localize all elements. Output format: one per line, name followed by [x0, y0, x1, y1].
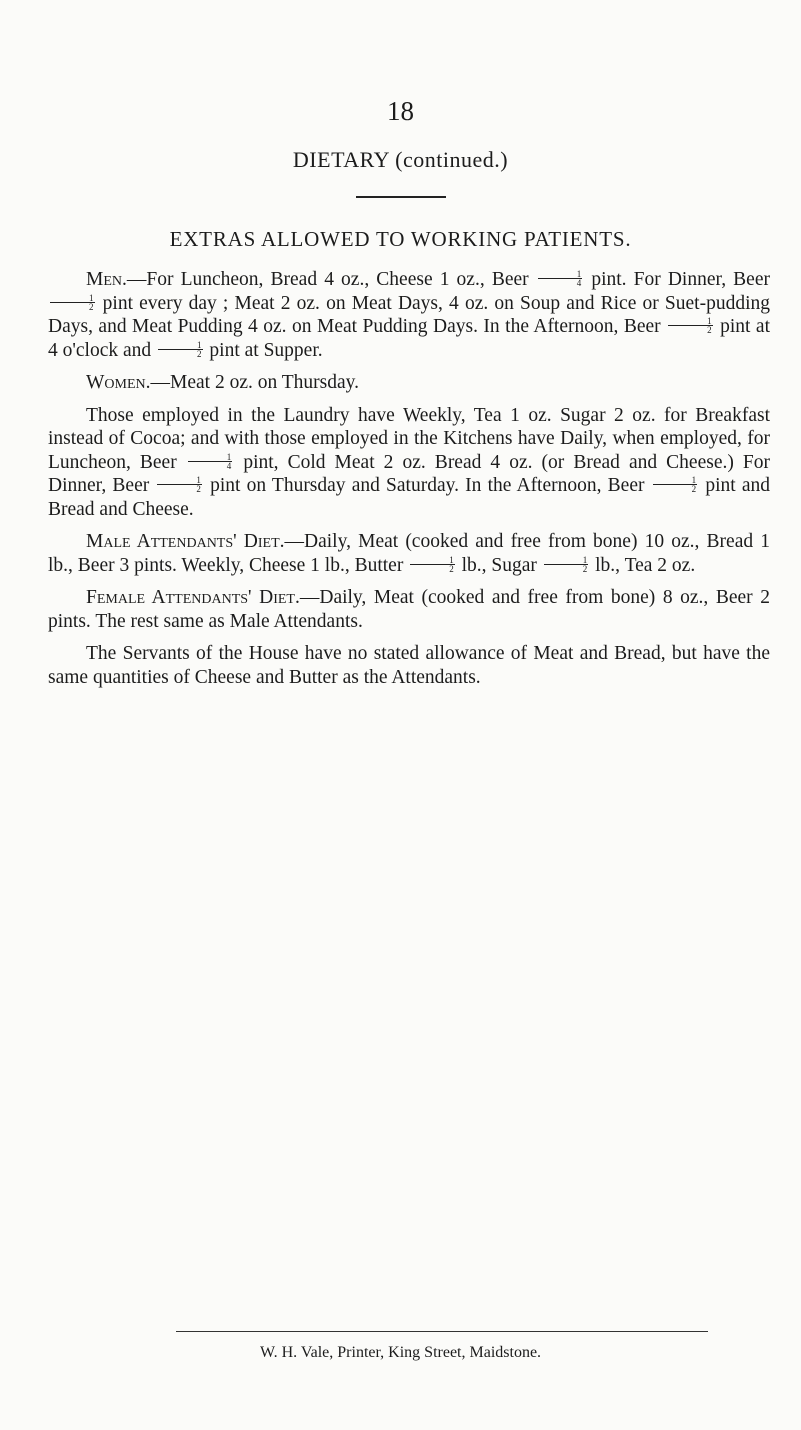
fraction-numerator: 1	[157, 476, 202, 485]
fraction-denominator: 2	[89, 301, 94, 312]
heading-dietary: DIETARY (continued.)	[292, 147, 509, 172]
text: pint on Thursday and Saturday. In the Afternoon, Beer	[203, 475, 651, 496]
fraction	[188, 453, 233, 470]
text: —For Luncheon, Bread 4 oz., Cheese 1 oz., Beer	[126, 269, 536, 290]
lead-women: Women.	[86, 372, 151, 393]
text: pint every day ; Meat 2 oz. on Meat Days, 4 oz. on Soup and Rice or Suet-pudding Days, and Meat Pudding 4 oz. on Meat Pudding Days. In the Afternoon, Beer	[48, 292, 770, 337]
fraction-numerator: 1	[653, 476, 698, 485]
fraction-denominator: 2	[449, 563, 454, 574]
short-rule	[356, 196, 446, 198]
paragraph-female-attendants	[48, 586, 770, 633]
fraction-denominator: 2	[196, 484, 201, 495]
fraction-numerator: 1	[410, 556, 455, 565]
text: pint. For Dinner, Beer	[584, 269, 770, 290]
page-number: 18	[387, 96, 414, 126]
fraction-denominator: 2	[582, 563, 588, 574]
fraction	[653, 476, 698, 493]
paragraph-servants	[48, 642, 770, 689]
paragraph-male-attendants	[48, 530, 770, 577]
text: —Daily, Meat (cooked and free from bone) 10 oz., Bread 1 lb., Beer 3 pints. Weekly, Cheese 1 lb., Butter	[48, 531, 770, 576]
lead-men: Men.	[86, 269, 127, 290]
paragraph-women	[48, 371, 770, 395]
fraction-denominator: 2	[691, 484, 697, 495]
text: pint at Supper.	[204, 339, 323, 361]
text: —Daily, Meat (cooked and free from bone) 8 oz., Beer 2 pints. The rest same as Male Attendants.	[48, 587, 770, 632]
text: pint at 4 o'clock and	[48, 316, 770, 361]
lead-female-attendants: Female Attendants' Diet.	[86, 587, 300, 608]
fraction-denominator: 4	[576, 278, 582, 289]
fraction	[668, 317, 713, 334]
footer-printer: W. H. Vale, Printer, King Street, Maidstone.	[259, 1344, 542, 1361]
footer-rule	[176, 1331, 708, 1332]
text: —Meat 2 oz. on Thursday.	[150, 372, 360, 393]
section-title: EXTRAS ALLOWED TO WORKING PATIENTS.	[169, 227, 632, 251]
fraction-denominator: 2	[707, 325, 712, 336]
text: pint, Cold Meat 2 oz. Bread 4 oz. (or Bread and Cheese.) For Dinner, Beer	[48, 451, 770, 496]
fraction-numerator: 1	[544, 556, 589, 565]
fraction	[538, 270, 583, 287]
text: The Servants of the House have no stated allowance of Meat and Bread, but have the same quantities of Cheese and Butter as the Attendants.	[48, 643, 770, 688]
paragraph-laundry	[48, 404, 770, 522]
body-text	[48, 268, 770, 698]
fraction	[410, 556, 455, 573]
paragraph-men	[48, 268, 770, 362]
text: lb., Sugar	[456, 554, 542, 576]
fraction-denominator: 2	[197, 348, 202, 359]
fraction-numerator: 1	[668, 317, 713, 326]
text: Those employed in the Laundry have Weekly, Tea 1 oz. Sugar 2 oz. for Breakfast instead of Cocoa; and with those employed in the Kitchens have Daily, when employed, for Luncheon, Beer	[48, 404, 770, 473]
fraction-denominator: 4	[226, 460, 232, 471]
fraction	[158, 341, 203, 358]
lead-male-attendants: Male Attendants' Diet.	[86, 531, 285, 552]
fraction-numerator: 1	[538, 270, 583, 279]
fraction-numerator: 1	[50, 294, 95, 303]
fraction	[157, 476, 202, 493]
fraction-numerator: 1	[158, 341, 203, 350]
fraction	[50, 294, 95, 311]
fraction	[544, 556, 589, 573]
text: pint and Bread and Cheese.	[48, 475, 770, 520]
fraction-numerator: 1	[188, 453, 233, 462]
text: lb., Tea 2 oz.	[590, 554, 696, 576]
